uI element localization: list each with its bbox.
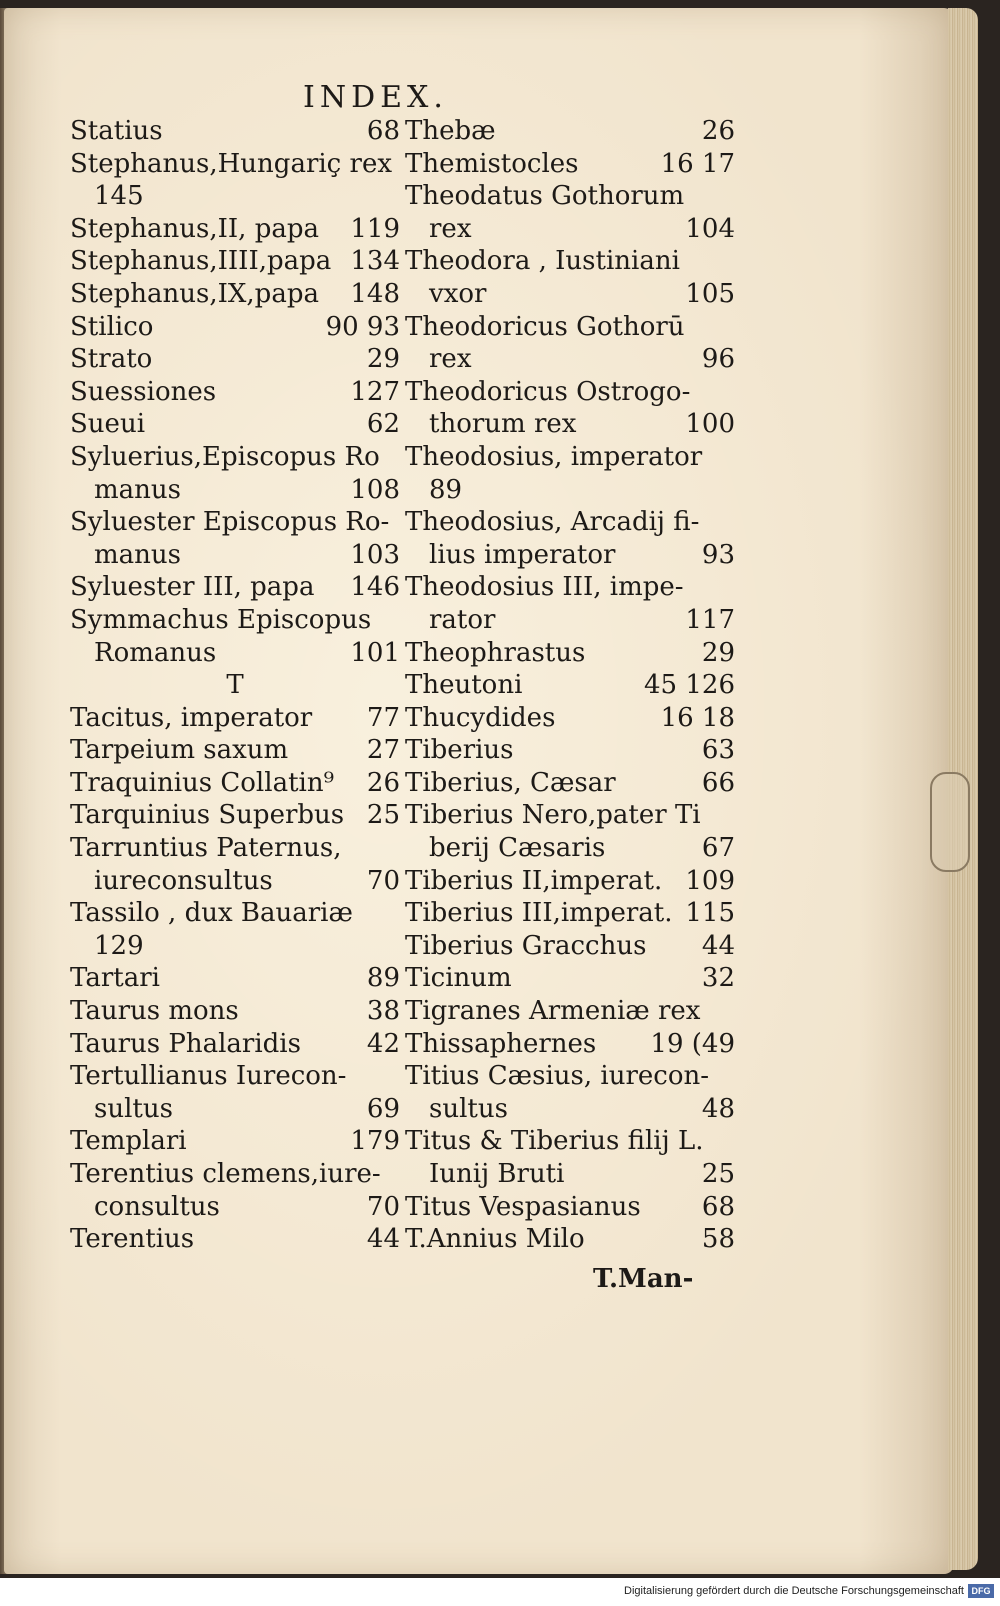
index-entry-text: sultus: [429, 1093, 508, 1124]
index-entry: [70, 213, 400, 246]
index-entry-text: Tiberius Gracchus: [405, 930, 647, 961]
index-entry-text: Symmachus Episcopus: [70, 604, 372, 635]
index-entry: [405, 1191, 735, 1224]
index-entry-page: 69: [366, 1093, 400, 1124]
index-entry-text: Tertullianus Iurecon-: [70, 1061, 347, 1092]
index-entry-text: Strato: [70, 344, 153, 375]
index-entry: [70, 441, 400, 474]
index-entry: [405, 995, 735, 1028]
index-entry-page: 62: [366, 409, 400, 440]
index-entry-text: Stephanus,II, papa: [70, 213, 319, 244]
index-entry: [70, 962, 400, 995]
index-entry-page: 58: [701, 1224, 735, 1255]
index-entry-text: Taurus mons: [70, 996, 239, 1027]
index-entry: [70, 376, 400, 409]
index-entry-text: Tiberius: [405, 735, 514, 766]
index-entry-page: 42: [366, 1028, 400, 1059]
index-entry-text: Tiberius, Cæsar: [405, 767, 616, 798]
index-entry: [70, 1093, 400, 1126]
index-entry: [405, 115, 735, 148]
index-entry: [405, 604, 735, 637]
index-entry-page: 105: [685, 278, 735, 309]
index-entry-page: 67: [701, 833, 735, 864]
index-entry-text: Taurus Phalaridis: [70, 1028, 301, 1059]
index-entry-page: 70: [366, 865, 400, 896]
index-entry-page: 63: [701, 735, 735, 766]
index-entry: [70, 245, 400, 278]
index-column-right: [405, 115, 735, 1256]
index-entry: [405, 474, 735, 507]
index-entry-text: Theodoricus Ostrogo-: [405, 376, 691, 407]
index-entry-page: 100: [685, 409, 735, 440]
index-entry: [70, 1191, 400, 1224]
index-entry: [70, 506, 400, 539]
index-entry-text: Templari: [70, 1126, 187, 1157]
index-entry-page: 25: [366, 800, 400, 831]
index-entry: [70, 1060, 400, 1093]
index-entry-page: 119: [350, 213, 400, 244]
index-entry: [70, 1028, 400, 1061]
index-entry-page: 29: [366, 344, 400, 375]
index-entry-page: 96: [701, 344, 735, 375]
index-entry-text: Theodoricus Gothorū: [405, 311, 685, 342]
index-entry: [70, 702, 400, 735]
index-entry-text: Ticinum: [405, 963, 512, 994]
footer-credit: Digitalisierung gefördert durch die Deutsche Forschungsgemeinschaft: [624, 1585, 964, 1597]
index-entry-page: 109: [685, 865, 735, 896]
index-entry-page: 68: [701, 1191, 735, 1222]
index-entry-page: 101: [350, 637, 400, 668]
index-entry-page: 104: [685, 213, 735, 244]
index-entry-page: 16 17: [660, 148, 735, 179]
index-entry: [405, 441, 735, 474]
index-entry: [405, 1060, 735, 1093]
index-entry: [405, 799, 735, 832]
index-entry-page: 44: [366, 1224, 400, 1255]
index-entry-page: 27: [366, 735, 400, 766]
index-entry-text: vxor: [429, 278, 487, 309]
index-entry: [405, 832, 735, 865]
index-entry: [70, 1158, 400, 1191]
index-entry: [405, 1125, 735, 1158]
index-entry-text: Tiberius Nero,pater Ti: [405, 800, 701, 831]
index-entry-text: Tarpeium saxum: [70, 735, 289, 766]
index-entry-page: 93: [701, 539, 735, 570]
index-entry-text: Stephanus,IX,papa: [70, 278, 319, 309]
index-entry-page: 25: [701, 1159, 735, 1189]
index-entry-text: Tiberius II,imperat.: [405, 865, 663, 896]
index-entry-page: 117: [685, 604, 735, 635]
index-entry: [405, 669, 735, 702]
index-entry-text: manus: [94, 474, 181, 505]
index-entry-page: 29: [701, 637, 735, 668]
index-entry: [405, 865, 735, 898]
index-entry: [405, 376, 735, 409]
index-entry-page: 134: [350, 246, 400, 277]
index-entry-text: Stephanus,Hungariç rex: [70, 148, 392, 179]
index-entry: [70, 604, 400, 637]
index-entry-text: Titus & Tiberius filij L.: [405, 1126, 704, 1157]
index-entry: [405, 1158, 735, 1191]
index-entry: [70, 832, 400, 865]
index-entry: [405, 734, 735, 767]
page-tab-clip: [930, 772, 970, 872]
index-entry: [405, 930, 735, 963]
index-entry-page: 45 126: [644, 670, 735, 701]
index-entry-text: Thissaphernes: [405, 1028, 597, 1059]
index-entry-text: Statius: [70, 116, 163, 146]
index-entry-text: Terentius: [70, 1224, 195, 1255]
index-entry-text: Theodosius III, impe-: [405, 572, 684, 603]
index-entry-text: Tigranes Armeniæ rex: [405, 996, 701, 1027]
index-entry: [405, 180, 735, 213]
index-entry: [70, 930, 400, 963]
index-entry: [405, 148, 735, 181]
index-entry: [70, 897, 400, 930]
index-entry: [70, 571, 400, 604]
index-entry-text: Thucydides: [405, 702, 556, 733]
index-entry: [405, 311, 735, 344]
index-entry: [405, 343, 735, 376]
index-entry: [405, 571, 735, 604]
dfg-logo-icon: DFG: [968, 1584, 994, 1598]
index-entry: [70, 767, 400, 800]
page-header: INDEX.: [303, 80, 448, 115]
index-entry-text: Theodatus Gothorum: [405, 181, 685, 212]
index-entry-page: 66: [701, 767, 735, 798]
index-entry-text: iureconsultus: [94, 865, 273, 896]
index-entry: [70, 408, 400, 441]
index-entry: [70, 865, 400, 898]
index-entry-page: 26: [701, 116, 735, 146]
index-entry-page: 19 (49: [650, 1028, 735, 1059]
index-entry-page: 89: [366, 963, 400, 994]
index-entry-text: lius imperator: [429, 539, 616, 570]
index-entry-text: Syluester III, papa: [70, 572, 315, 603]
index-entry: [405, 408, 735, 441]
index-entry: [70, 474, 400, 507]
index-entry-page: 179: [350, 1126, 400, 1157]
index-entry-text: Theodosius, Arcadij fi-: [405, 507, 700, 538]
index-entry: [405, 1223, 735, 1256]
index-entry-text: Syluerius,Episcopus Ro: [70, 441, 380, 472]
index-entry: [405, 767, 735, 800]
index-entry: [405, 1093, 735, 1126]
index-entry-text: Tartari: [70, 963, 160, 994]
index-entry-text: 145: [94, 181, 144, 212]
index-entry-text: Suessiones: [70, 376, 217, 407]
index-entry-text: T.Annius Milo: [405, 1224, 585, 1255]
catchword: T.Man-: [593, 1264, 694, 1294]
index-entry-text: rator: [429, 604, 496, 635]
index-entry: [405, 637, 735, 670]
index-entry-text: rex: [429, 213, 472, 244]
index-entry: [70, 148, 400, 181]
index-entry-text: consultus: [94, 1191, 220, 1222]
index-entry-text: Titus Vespasianus: [405, 1191, 641, 1222]
index-entry-text: 129: [94, 930, 144, 961]
index-entry: [405, 962, 735, 995]
index-entry-text: Tassilo , dux Bauariæ: [70, 898, 353, 929]
index-entry: [70, 799, 400, 832]
index-entry: [405, 897, 735, 930]
index-entry-text: Titius Cæsius, iurecon-: [405, 1061, 710, 1092]
footer-bar: [0, 1578, 1000, 1606]
index-entry: [70, 278, 400, 311]
index-entry: [405, 278, 735, 311]
index-entry: [405, 506, 735, 539]
index-entry-text: Themistocles: [405, 148, 579, 179]
index-entry-text: Tacitus, imperator: [70, 702, 313, 733]
index-entry-page: 32: [701, 963, 735, 994]
index-entry-text: Thebæ: [405, 116, 496, 146]
index-entry: [405, 1028, 735, 1061]
index-entry-text: T: [226, 670, 244, 701]
index-entry-page: 108: [350, 474, 400, 505]
index-entry-text: Terentius clemens,iure-: [70, 1159, 381, 1189]
index-entry: [70, 115, 400, 148]
index-entry-text: Tarquinius Superbus: [70, 800, 345, 831]
index-entry-page: 70: [366, 1191, 400, 1222]
index-entry: [70, 539, 400, 572]
index-entry-text: Iunij Bruti: [429, 1159, 565, 1189]
index-entry-page: 146: [350, 572, 400, 603]
index-entry-page: 48: [701, 1093, 735, 1124]
index-entry-page: 103: [350, 539, 400, 570]
index-entry-page: 16 18: [660, 702, 735, 733]
index-entry: [70, 180, 400, 213]
index-entry-text: Theodora , Iustiniani: [405, 246, 680, 277]
index-entry: [405, 539, 735, 572]
index-entry-text: Sueui: [70, 409, 146, 440]
index-entry-text: Traquinius Collatin⁹: [70, 767, 334, 798]
index-entry-page: 90 93: [325, 311, 400, 342]
index-entry: [405, 213, 735, 246]
index-entry-page: 127: [350, 376, 400, 407]
index-entry: [70, 343, 400, 376]
index-entry-page: 26: [366, 767, 400, 798]
index-entry: [70, 637, 400, 670]
index-entry: [70, 1125, 400, 1158]
index-entry-text: Theutoni: [405, 670, 523, 701]
index-entry-text: Theophrastus: [405, 637, 586, 668]
index-entry-text: Theodosius, imperator: [405, 441, 703, 472]
index-entry-page: 148: [350, 278, 400, 309]
index-entry-text: 89: [429, 474, 463, 505]
section-letter: [70, 669, 400, 702]
index-entry-text: Stilico: [70, 311, 154, 342]
index-entry-page: 77: [366, 702, 400, 733]
index-entry-text: manus: [94, 539, 181, 570]
index-entry-page: 38: [366, 996, 400, 1027]
index-entry-text: Romanus: [94, 637, 217, 668]
index-entry-text: sultus: [94, 1093, 173, 1124]
index-entry-page: 68: [366, 116, 400, 146]
index-column-left: [70, 115, 400, 1256]
index-entry-text: thorum rex: [429, 409, 577, 440]
index-entry-text: Tiberius III,imperat.: [405, 898, 673, 929]
index-entry-text: berij Cæsaris: [429, 833, 606, 864]
index-entry-text: Syluester Episcopus Ro-: [70, 507, 390, 538]
index-entry-page: 44: [701, 930, 735, 961]
index-entry: [70, 995, 400, 1028]
index-entry-text: Tarruntius Paternus,: [70, 833, 342, 864]
index-entry-page: 115: [685, 898, 735, 929]
index-entry-text: Stephanus,IIII,papa: [70, 246, 332, 277]
index-entry: [70, 1223, 400, 1256]
index-entry: [70, 311, 400, 344]
index-entry: [405, 245, 735, 278]
index-entry: [70, 734, 400, 767]
index-entry-text: rex: [429, 344, 472, 375]
index-entry: [405, 702, 735, 735]
